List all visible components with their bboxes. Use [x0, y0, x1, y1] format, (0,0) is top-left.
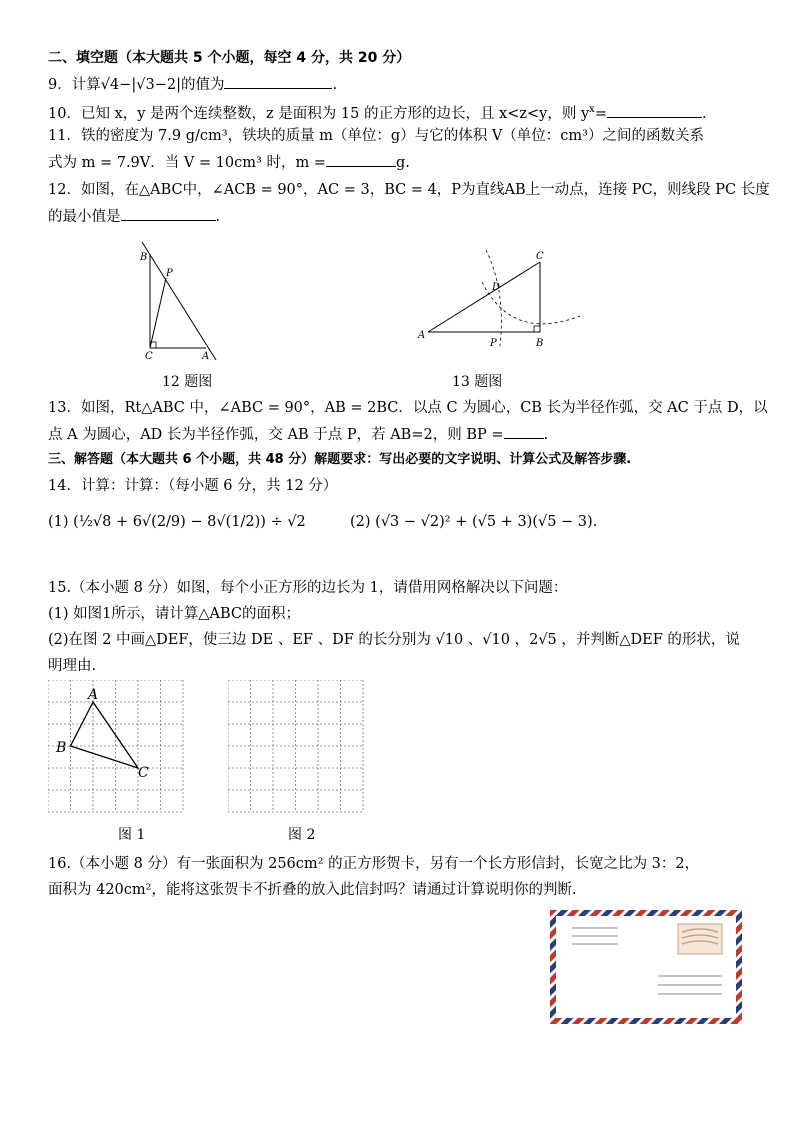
fig2-grid-lines [228, 680, 363, 812]
fig13-right-angle [534, 326, 540, 332]
q13-answer-blank[interactable] [504, 424, 544, 439]
fig1-label-c: C [138, 765, 149, 781]
q11-line1: 11．铁的密度为 7.9 g/cm³，铁块的质量 m（单位：g）与它的体积 V（单位：cm³）之间的函数关系 [48, 128, 704, 144]
fig12-label-c: C [145, 351, 153, 362]
fig12-label-b: B [140, 252, 148, 263]
q11-line2a: 式为 m = 7.9V．当 V = 10cm³ 时，m = [48, 155, 326, 171]
envelope-stamp [678, 924, 722, 954]
fig2-caption: 图 2 [288, 827, 316, 843]
q15-line3: (2)在图 2 中画△DEF，使三边 DE 、EF 、DF 的长分别为 √10 、√10 ，2√5 ，并判断△DEF 的形状，说 [48, 632, 740, 648]
fig1-label-b: B [56, 740, 67, 756]
question-10 [48, 100, 748, 124]
q9-end: . [332, 77, 338, 93]
q13-line1: 13．如图，Rt△ABC 中，∠ABC = 90°，AB = 2BC．以点 C 为圆心，CB 长为半径作弧，交 AC 于点 D，以 [48, 400, 768, 416]
section3-title: 三、解答题（本大题共 6 个小题，共 48 分）解题要求：写出必要的文字说明、计算公式及解答步骤. [48, 452, 632, 467]
figure-2-grid[interactable] [228, 680, 364, 814]
fig1-triangle-abc [71, 702, 139, 768]
question-11-line2 [48, 152, 748, 173]
fig1-caption: 图 1 [118, 827, 146, 843]
q10-sup: x [589, 104, 595, 115]
fig13-caption: 13 题图 [452, 374, 503, 390]
fig12-caption: 12 题图 [162, 374, 213, 390]
fig1-grid-lines [48, 680, 183, 812]
fig12-label-a: A [202, 351, 210, 362]
question-13-line2 [48, 424, 748, 445]
figure-13 [416, 246, 586, 356]
envelope-illustration [550, 910, 742, 1024]
fig13-label-d: D [492, 282, 501, 293]
q14-p2-expr: (√3 − √2)² + (√5 + 3)(√5 − 3). [375, 514, 598, 530]
q14-p1-expr: (½√8 + 6√(2/9) − 8√(1/2)) ÷ √2 [73, 514, 306, 530]
q9-prefix: 9．计算 [48, 77, 101, 93]
q14-p2-label: (2) [350, 514, 371, 530]
q14-part2 [350, 512, 730, 532]
q9-answer-blank[interactable] [224, 74, 332, 89]
q13-end: . [543, 427, 549, 443]
q13-line2a: 点 A 为圆心，AD 长为半径作弧，交 AB 于点 P，若 AB=2，则 BP = [48, 427, 504, 443]
fig13-label-b: B [536, 338, 544, 349]
fig1-label-a: A [88, 687, 99, 703]
q16-line1: 16.（本小题 8 分）有一张面积为 256cm² 的正方形贺卡，另有一个长方形信封，长宽之比为 3：2， [48, 856, 700, 872]
figure-12 [130, 236, 230, 366]
fig13-side-ac [428, 262, 540, 332]
q12-line2: 的最小值是 [48, 209, 121, 225]
q12-line1: 12．如图，在△ABC中，∠ACB = 90°，AC = 3，BC = 4，P为直线AB上一动点，连接 PC，则线段 PC 长度 [48, 182, 770, 198]
q11-answer-blank[interactable] [326, 152, 396, 167]
q9-suffix: 的值为 [180, 77, 225, 93]
q10-eq: = [594, 105, 607, 122]
q9-expr: √4−|√3−2| [100, 77, 181, 93]
q10-end: . [701, 105, 707, 122]
q16-line2: 面积为 420cm²，能将这张贺卡不折叠的放入此信封吗？请通过计算说明你的判断. [48, 882, 577, 898]
q12-answer-blank[interactable] [121, 206, 216, 221]
figure-1-grid [48, 680, 184, 814]
q10-text: 10．已知 x，y 是两个连续整数，z 是面积为 15 的正方形的边长，且 x<z<y，则 y [48, 105, 590, 122]
fig12-label-p: P [166, 268, 173, 279]
q11-line2b: g. [395, 155, 410, 171]
question-9 [48, 74, 748, 95]
q15-line2: (1) 如图1所示，请计算△ABC的面积； [48, 606, 301, 622]
q15-line4: 明理由. [48, 658, 97, 674]
fig12-segment-pc [150, 278, 166, 348]
q15-line1: 15.（本小题 8 分）如图，每个小正方形的边长为 1，请借用网格解决以下问题： [48, 580, 568, 596]
q14-p1-label: (1) [48, 514, 69, 530]
fig13-label-p: P [490, 338, 497, 349]
q12-end: . [215, 209, 221, 225]
q10-answer-blank[interactable] [607, 103, 702, 118]
fig13-label-a: A [418, 330, 426, 341]
question-12-line2 [48, 206, 748, 227]
fig13-label-c: C [536, 251, 544, 262]
q14-title: 14．计算：计算：（每小题 6 分，共 12 分） [48, 478, 338, 494]
section2-title: 二、填空题（本大题共 5 个小题，每空 4 分，共 20 分） [48, 50, 411, 66]
